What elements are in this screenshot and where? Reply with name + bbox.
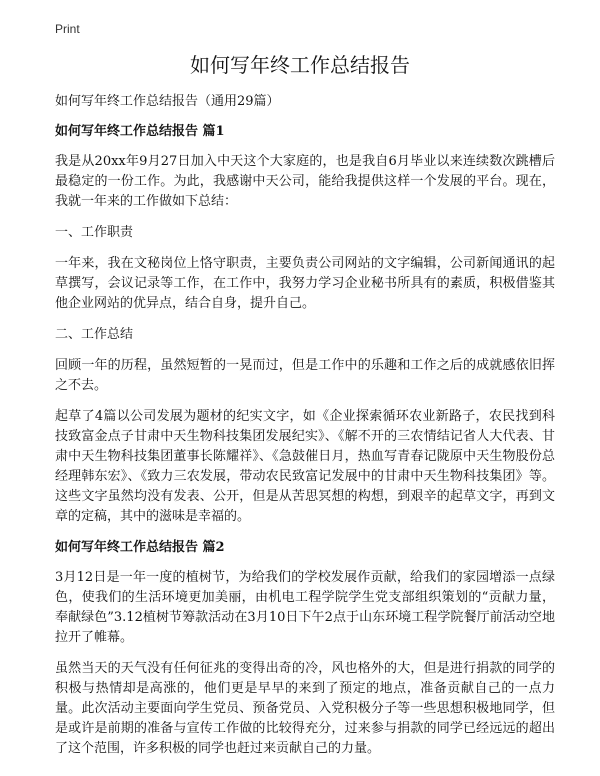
section-2 — [55, 538, 555, 759]
print-link[interactable]: Print — [55, 22, 80, 36]
document-title: 如何写年终工作总结报告 — [190, 53, 410, 77]
paragraph: 一、工作职责 — [55, 225, 134, 240]
section-heading: 如何写年终工作总结报告 篇2 — [55, 540, 225, 555]
paragraph: 3月12日是一年一度的植树节，为给我们的学校发展作贡献，给我们的家园增添一点绿色，使我们的生活环境更加美丽，由机电工程学院学生党支部组织策划的“贡献力量，奉献绿色”3.12植树节筹款活动在3月10日下午2点于山东环境工程学院餐厅前活动空地拉开了帷幕。 — [55, 570, 555, 645]
paragraph: 虽然当天的天气没有任何征兆的变得出奇的冷，风也格外的大，但是进行捐款的同学的积极与热情却是高涨的，他们更是早早的来到了预定的地点，准备贡献自己的一点力量。此次活动主要面向学生党员、预备党员、入党积极分子等一些思想积极地同学，但是或许是前期的准备与宣传工作做的比较得充分，过来参与捐款的同学已经远远的超出了这个范围，许多积极的同学也赶过来贡献自己的力量。 — [55, 661, 555, 756]
paragraph: 我是从20xx年9月27日加入中天这个大家庭的，也是我自6月毕业以来连续数次跳槽后最稳定的一份工作。为此，我感谢中天公司，能给我提供这样一个发展的平台。现在，我就一年来的工作做如下总结： — [55, 154, 555, 209]
section-heading: 如何写年终工作总结报告 篇1 — [55, 124, 225, 139]
document-subtitle: 如何写年终工作总结报告（通用29篇） — [55, 94, 280, 109]
paragraph: 起草了4篇以公司发展为题材的纪实文字，如《企业探索循环农业新路子，农民找到科技致富金点子甘肃中天生物科技集团发展纪实》、《解不开的三农情结记省人大代表、甘肃中天生物科技集团董事长陈耀祥》、《急鼓催日月，热血写青春记陇原中天生物股份总经理韩东宏》、《致力三农发展，带动农民致富记发展中的甘肃中天生物科技集团》等。这些文字虽然均没有发表、公开，但是从苦思冥想的构想，到艰辛的起草文字，再到文章的定稿，其中的滋味是幸福的。 — [55, 409, 555, 524]
paragraph: 二、工作总结 — [55, 327, 134, 342]
section-1 — [55, 122, 555, 527]
paragraph: 一年来，我在文秘岗位上恪守职责，主要负责公司网站的文字编辑，公司新闻通讯的起草撰写，会议记录等工作，在工作中，我努力学习企业秘书所具有的素质，积极借鉴其他企业网站的优异点，结合自身，提升自己。 — [55, 256, 555, 311]
paragraph: 回顾一年的历程，虽然短暂的一晃而过，但是工作中的乐趣和工作之后的成就感依旧挥之不去。 — [55, 358, 555, 393]
document-body — [55, 92, 555, 770]
